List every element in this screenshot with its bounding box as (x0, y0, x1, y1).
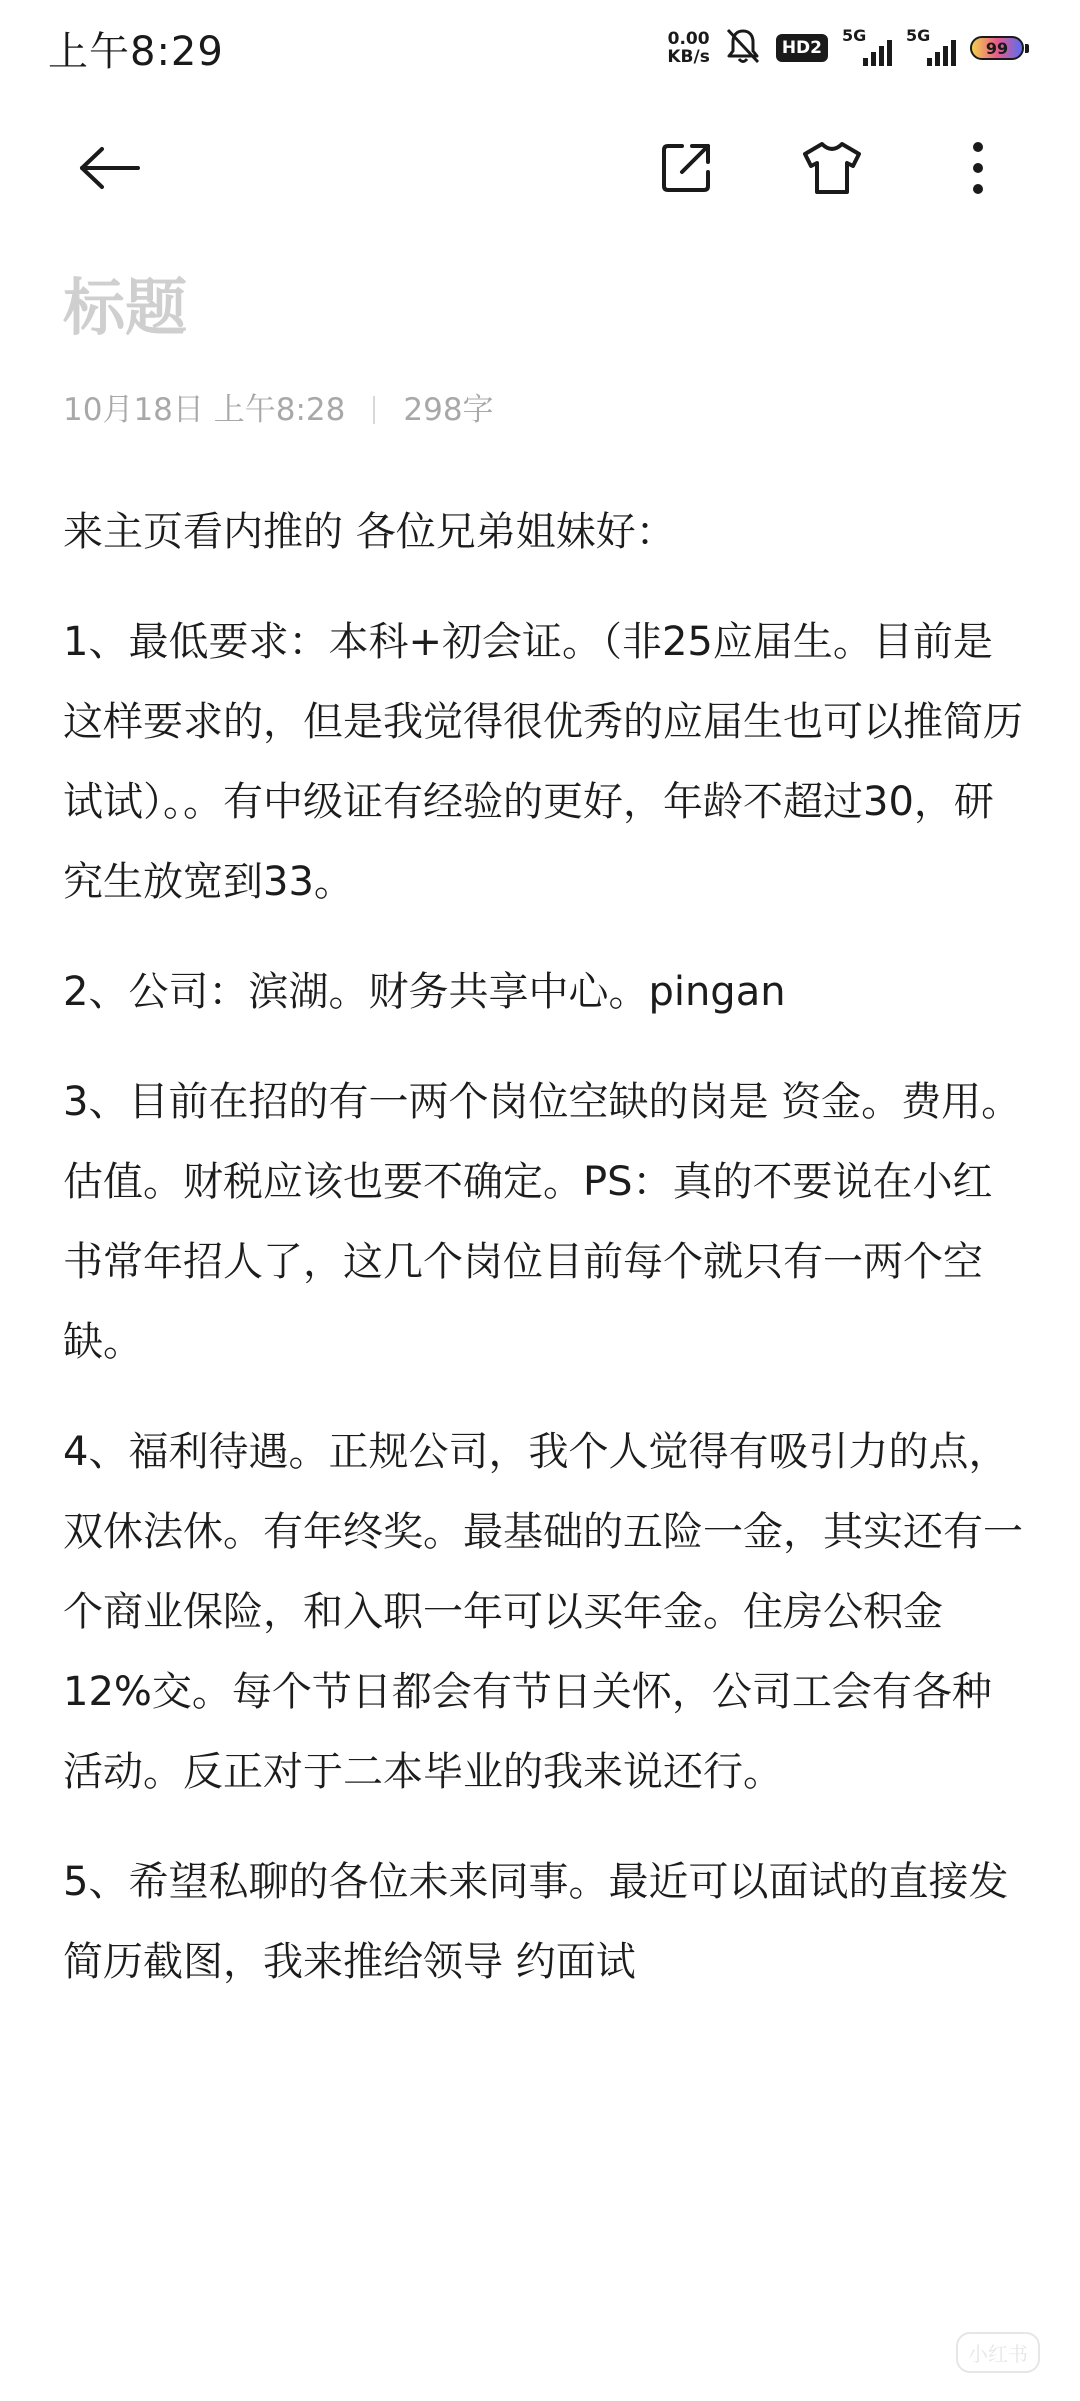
signal-icon-sim1 (842, 28, 892, 68)
note-paragraph: 1、最低要求：本科+初会证。（非25应届生。目前是这样要求的，但是我觉得很优秀的应届生也可以推简历试试）。。有中级证有经验的更好，年龄不超过30，研究生放宽到33。 (63, 619, 1023, 905)
watermark-logo: 小红书 (956, 2332, 1040, 2373)
note-toolbar (0, 120, 1080, 220)
more-vertical-icon (971, 141, 985, 199)
note-paragraph: 来主页看内推的 各位兄弟姐妹好： (63, 509, 676, 555)
network-speed-unit: KB/s (667, 47, 710, 67)
theme-shirt-icon (801, 140, 863, 200)
note-paragraph: 5、希望私聊的各位未来同事。最近可以面试的直接发简历截图，我来推给领导 约面试 (63, 1859, 1009, 1985)
note-paragraph: 2、公司：滨湖。财务共享中心。pingan (63, 969, 786, 1015)
note-title-field[interactable]: 标题 (63, 271, 188, 344)
back-arrow-icon (78, 146, 142, 194)
meta-divider (373, 396, 375, 424)
theme-button[interactable] (792, 130, 872, 210)
signal-label-sim1: 5G (842, 26, 867, 45)
battery-icon (970, 36, 1024, 60)
note-paragraph: 4、福利待遇。正规公司，我个人觉得有吸引力的点，双休法休。有年终奖。最基础的五险一金，其实还有一个商业保险，和入职一年可以买年金。住房公积金12%交。每个节日都会有节日关怀，公司工会有各种活动。反正对于二本毕业的我来说还行。 (63, 1429, 1023, 1795)
signal-icon-sim2 (906, 28, 956, 68)
note-body-editor[interactable] (63, 492, 1023, 2032)
status-bar (0, 0, 1080, 100)
status-time: 上午8:29 (48, 29, 224, 75)
signal-label-sim2: 5G (906, 26, 931, 45)
hd-voice-badge: HD2 (776, 34, 828, 62)
network-speed (667, 30, 709, 66)
mute-bell-icon (724, 26, 762, 70)
note-date: 10月18日 上午8:28 (63, 392, 346, 428)
note-paragraph: 3、目前在招的有一两个岗位空缺的岗是 资金。费用。估值。财税应该也要不确定。PS：真的不要说在小红书常年招人了，这几个岗位目前每个就只有一两个空缺。 (63, 1079, 1022, 1365)
share-icon (658, 140, 714, 200)
network-speed-value: 0.00 (667, 29, 710, 49)
back-button[interactable] (70, 130, 150, 210)
share-button[interactable] (646, 130, 726, 210)
note-meta (63, 388, 494, 432)
more-options-button[interactable] (938, 130, 1018, 210)
note-word-count: 298字 (403, 392, 494, 428)
watermark (956, 2332, 1040, 2381)
status-icons (667, 26, 1024, 70)
battery-level: 99 (985, 38, 1009, 58)
